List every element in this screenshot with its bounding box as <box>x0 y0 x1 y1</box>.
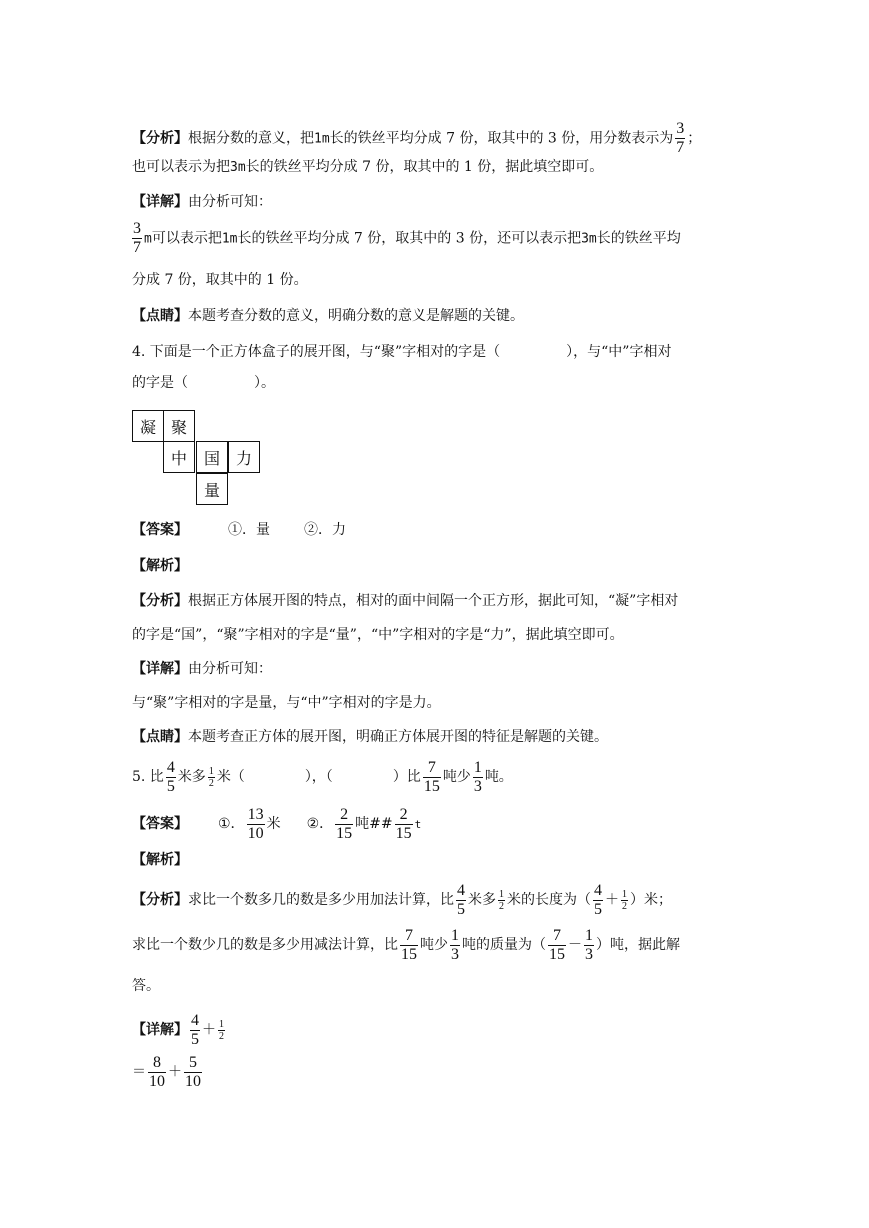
text: 答。 <box>132 978 160 994</box>
text: 吨## <box>355 816 393 832</box>
numerator: 4 <box>166 758 175 776</box>
text: 求比一个数少几的数是多少用减法计算，比 <box>132 937 398 953</box>
denominator: 5 <box>594 900 602 918</box>
text: 长的铁丝平均 <box>596 230 681 247</box>
text: ）米； <box>630 892 672 908</box>
text: ）吨，据此解 <box>596 937 680 953</box>
text: 1m <box>314 131 330 147</box>
text: 的字是（ <box>132 375 188 391</box>
numerator: 2 <box>399 805 408 823</box>
fraction <box>400 927 418 964</box>
q5-answer-line <box>132 804 421 845</box>
denominator: 5 <box>191 1030 199 1048</box>
text: 由分析可知： <box>188 194 272 210</box>
text: 本题考查正方体的展开图，明确正方体展开图的特征是解题的关键。 <box>188 729 608 745</box>
denominator: 15 <box>549 945 565 963</box>
text: ； <box>687 130 702 147</box>
fraction-3-7 <box>132 220 142 257</box>
fraction <box>184 1054 202 1091</box>
fraction-3-7 <box>675 120 685 157</box>
numerator: 1 <box>473 758 482 776</box>
denominator: 15 <box>336 824 353 842</box>
denominator: 3 <box>585 945 593 963</box>
numerator: 4 <box>594 881 602 899</box>
q5-analysis-line-2 <box>132 925 680 965</box>
text: 与“聚”字相对的字是量，与“中”字相对的字是力。 <box>132 695 441 711</box>
denominator: 10 <box>185 1072 201 1090</box>
text: 可以表示把 <box>151 230 222 247</box>
fraction <box>218 1019 225 1042</box>
numerator: 7 <box>405 926 413 944</box>
numerator: 8 <box>153 1053 161 1071</box>
numerator: 1 <box>585 926 593 944</box>
q3-detail-line <box>132 192 272 212</box>
q4-point-line <box>132 727 608 747</box>
denominator: 3 <box>451 945 459 963</box>
point-tag: 【点睛】 <box>132 308 188 324</box>
numerator: 2 <box>340 805 349 823</box>
fraction <box>247 806 265 843</box>
denominator: 15 <box>401 945 417 963</box>
text: ）比 <box>392 769 421 785</box>
text: 长的铁丝平均分成 7 份，取其中的 3 份，用分数表示为 <box>329 130 674 147</box>
fraction <box>584 927 594 964</box>
text: 根据分数的意义，把 <box>188 130 314 147</box>
text: 3m <box>581 231 597 247</box>
numerator: 3 <box>676 120 685 137</box>
text: m <box>144 231 152 247</box>
q3-analysis-line-1 <box>132 120 701 157</box>
text: 米多 <box>177 769 206 785</box>
analysis-tag: 【分析】 <box>132 892 188 908</box>
explain-tag: 【解析】 <box>132 558 188 574</box>
text: 求比一个数多几的数是多少用加法计算，比 <box>188 892 454 908</box>
text: 3m <box>230 160 246 175</box>
numerator: 1 <box>208 765 214 777</box>
text: 吨少 <box>420 937 448 953</box>
denominator: 15 <box>395 824 412 842</box>
text: 4. 下面是一个正方体盒子的展开图，与“聚”字相对的字是（ <box>132 344 501 360</box>
denominator: 3 <box>473 777 482 795</box>
denominator: 2 <box>622 900 627 912</box>
answer-tag: 【答案】 <box>132 522 188 538</box>
net-cell: 力 <box>228 441 260 473</box>
text: 米多 <box>468 892 496 908</box>
analysis-tag: 【分析】 <box>132 593 188 609</box>
text: 吨。 <box>484 769 513 785</box>
text: ＋ <box>202 1022 216 1038</box>
text: 本题考查分数的意义，明确分数的意义是解题的关键。 <box>188 308 524 324</box>
net-cell: 中 <box>163 441 195 473</box>
text: ）。 <box>254 375 275 391</box>
answer-2: ②．力 <box>304 522 346 538</box>
net-cell: 聚 <box>163 410 195 442</box>
denominator: 5 <box>457 900 465 918</box>
fraction <box>473 759 483 796</box>
text: ＋ <box>605 892 619 908</box>
numerator: 7 <box>427 758 436 776</box>
text: 米（ <box>216 769 245 785</box>
denominator: 7 <box>676 139 685 156</box>
text: 1m <box>221 231 238 247</box>
text: 分成 7 份，取其中的 1 份。 <box>132 272 308 288</box>
text: 米的长度为（ <box>507 892 591 908</box>
q5-analysis-line-3 <box>132 976 160 996</box>
q4-stem-line-2 <box>132 373 275 393</box>
text: ②． <box>306 816 334 832</box>
q4-explain-line <box>132 556 188 576</box>
denominator: 10 <box>149 1072 165 1090</box>
text: 长的铁丝平均分成 7 份，取其中的 3 份，还可以表示把 <box>237 230 582 247</box>
fraction <box>548 927 566 964</box>
q5-detail-line <box>132 1010 227 1050</box>
numerator: 13 <box>247 805 264 823</box>
text: － <box>568 937 582 953</box>
q4-analysis-line-2 <box>132 625 624 645</box>
q5-analysis-line-1 <box>132 880 672 920</box>
numerator: 7 <box>553 926 561 944</box>
text: 由分析可知： <box>188 661 272 677</box>
fraction <box>190 1012 200 1049</box>
denominator: 2 <box>219 1030 224 1042</box>
numerator: 4 <box>457 881 465 899</box>
text: ①． <box>218 816 245 832</box>
fraction <box>423 759 441 796</box>
fraction <box>208 766 215 789</box>
q5-stem-line <box>132 757 513 797</box>
q3-analysis-line-2 <box>132 157 603 178</box>
explain-tag: 【解析】 <box>132 852 188 868</box>
q3-detail-line-2 <box>132 270 308 290</box>
q5-detail-eq-line <box>132 1052 204 1092</box>
numerator: 1 <box>219 1018 224 1030</box>
detail-tag: 【详解】 <box>132 1022 188 1038</box>
numerator: 1 <box>499 888 504 900</box>
q4-analysis-line-1 <box>132 591 678 611</box>
text: 根据正方体展开图的特点，相对的面中间隔一个正方形，据此可知，“凝”字相对 <box>188 593 679 609</box>
fraction <box>166 759 176 796</box>
text: 也可以表示为把 <box>132 159 230 175</box>
denominator: 2 <box>499 900 504 912</box>
denominator: 7 <box>133 239 141 256</box>
q5-explain-line <box>132 850 188 870</box>
fraction <box>456 882 466 919</box>
answer-tag: 【答案】 <box>132 816 188 832</box>
q4-answer-line <box>132 520 346 540</box>
q4-detail-line-2 <box>132 693 441 713</box>
fraction <box>395 806 413 843</box>
numerator: 1 <box>451 926 459 944</box>
fraction <box>335 806 353 843</box>
point-tag: 【点睛】 <box>132 729 188 745</box>
text: 米 <box>266 816 281 832</box>
numerator: 5 <box>189 1053 197 1071</box>
q3-detail-line-1 <box>132 220 681 257</box>
analysis-tag: 【分析】 <box>132 130 188 147</box>
numerator: 1 <box>622 888 627 900</box>
fraction <box>621 889 628 912</box>
denominator: 5 <box>166 777 175 795</box>
q4-detail-line <box>132 659 272 679</box>
net-cell: 凝 <box>132 410 164 442</box>
denominator: 2 <box>208 777 214 789</box>
text: 吨少 <box>442 769 471 785</box>
text: ＋ <box>168 1064 182 1080</box>
numerator: 4 <box>191 1011 199 1029</box>
text: 吨的质量为（ <box>462 937 546 953</box>
text: ），与“中”字相对 <box>566 344 672 360</box>
numerator: 3 <box>133 220 141 237</box>
fraction <box>450 927 460 964</box>
denominator: 15 <box>423 777 440 795</box>
q3-point-line <box>132 306 524 326</box>
detail-tag: 【详解】 <box>132 661 188 677</box>
fraction <box>498 889 505 912</box>
text: 的字是“国”，“聚”字相对的字是“量”，“中”字相对的字是“力”，据此填空即可。 <box>132 627 624 643</box>
fraction <box>593 882 603 919</box>
text: ＝ <box>132 1064 146 1080</box>
denominator: 10 <box>247 824 264 842</box>
fraction <box>148 1054 166 1091</box>
text: 5. 比 <box>132 769 164 785</box>
text: ），（ <box>304 769 333 785</box>
text: t <box>414 818 422 831</box>
net-cell: 量 <box>196 473 228 505</box>
net-cell: 国 <box>196 441 228 473</box>
detail-tag: 【详解】 <box>132 194 188 210</box>
q4-stem-line-1 <box>132 342 671 362</box>
text: 长的铁丝平均分成 7 份，取其中的 1 份，据此填空即可。 <box>245 159 604 175</box>
answer-1: ①．量 <box>228 522 270 538</box>
